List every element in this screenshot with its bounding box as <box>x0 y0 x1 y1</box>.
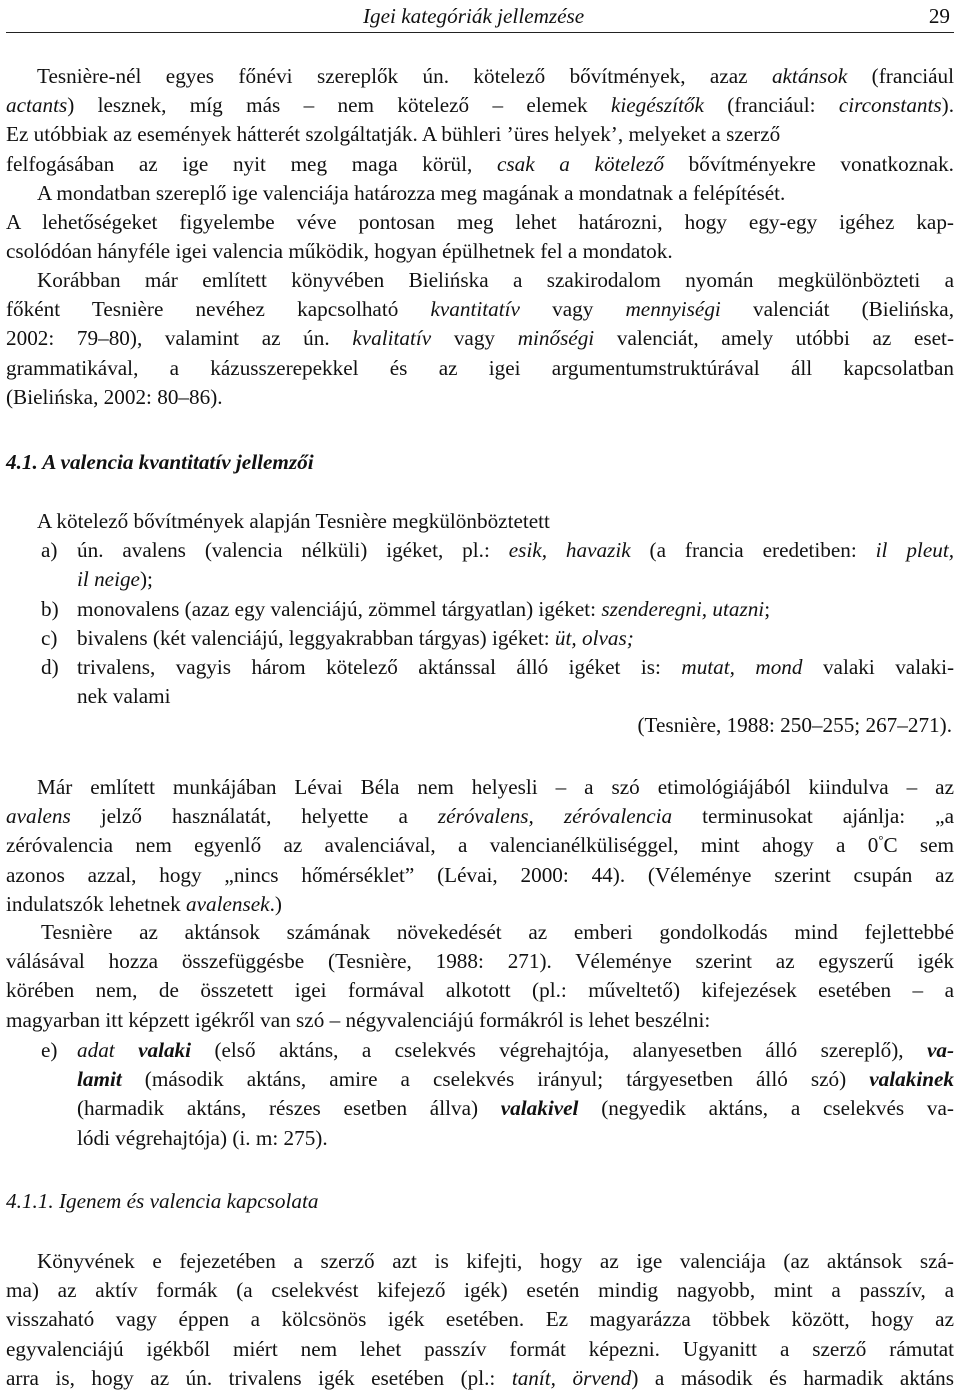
paragraph-bielinska <box>6 266 954 412</box>
list-intro: A kötelező bővítmények alapján Tesnière megkülönböztetett <box>37 509 550 533</box>
text-line: Könyvének e fejezetében a szerző azt is kifejti, hogy az ige valenciája (az aktánsok szá- <box>37 1249 954 1273</box>
text-line: azonos azzal, hogy „nincs hőmérséklet” (Lévai, 2000: 44). (Véleménye szerint csupán az <box>6 862 954 887</box>
subsection-heading: 4.1.1. Igenem és valencia kapcsolata <box>6 1189 319 1213</box>
page-number: 29 <box>928 4 950 28</box>
text-line: csolódóan hányféle igei valencia működik, hogyan épülhetnek fel a mondatok. <box>6 239 673 264</box>
text-line: Tesnière az aktánsok számának növekedését az emberi gondolkodás mind fejlettebbé <box>41 920 954 944</box>
text-line: körében nem, de összetett igei formával alkotott (pl.: műveltető) kifejezések esetében – a <box>6 978 954 1003</box>
list-item: c) bivalens (két valenciájú, leggyakrabban tárgyas) igéket: üt, olvas; <box>41 625 634 650</box>
paragraph-voice-valency <box>6 1247 954 1393</box>
paragraph-tesniere-growth <box>6 918 954 1035</box>
text-line: főként Tesnière nevéhez kapcsolható kvantitatív vagy mennyiségi valenciát (Bielińska, <box>6 297 955 322</box>
section-heading: 4.1. A valencia kvantitatív jellemzői <box>6 450 314 474</box>
text-line: visszaható vagy éppen a kölcsönös igék esetében. Ez magyarázza többek között, hogy az <box>6 1307 954 1332</box>
list-item: d) trivalens, vagyis három kötelező aktánssal álló igéket is: mutat, mond valaki valaki- nek valami <box>41 655 955 709</box>
text-line: A lehetőségeket figyelembe véve pontosan meg lehet határozni, hogy egy-egy igéhez kap- <box>6 210 954 235</box>
running-header <box>6 2 954 33</box>
text-line: ma) az aktív formák (a cselekvést kifejező igék) esetén mindig nagyobb, mint a passzív, a <box>6 1278 954 1303</box>
text-line: Tesnière-nél egyes főnévi szereplők ún. kötelező bővítmények, azaz aktánsok (franciául <box>37 64 955 88</box>
header-title: Igei kategóriák jellemzése <box>363 4 585 28</box>
text-line: felfogásában az ige nyit meg maga körül, csak a kötelező bővítményekre vonatkoznak. <box>6 151 954 176</box>
text-line: 2002: 79–80), valamint az ún. kvalitatív vagy minőségi valenciát, amely utóbbi az eset- <box>6 326 954 351</box>
text-line: Már említett munkájában Lévai Béla nem helyesli – a szó etimológiájából kiindulva – az <box>37 775 954 799</box>
text-line: arra is, hogy az ún. trivalens igék esetében (pl.: tanít, örvend) a második és harmadik aktáns <box>6 1365 955 1390</box>
tetravalent-list <box>6 1036 954 1153</box>
list-item: b) monovalens (azaz egy valenciájú, zömmel tárgyatlan) igéket: szenderegni, utazni; <box>41 596 771 621</box>
paragraph-tesniere-actants <box>6 62 954 266</box>
text-line: indulatszók lehetnek avalensek.) <box>6 891 282 916</box>
list-item: e) adat valaki (első aktáns, a cselekvés végrehajtója, alanyesetben álló szereplő), va- lamit (második aktáns, amire a cselekvés irányul; tárgyesetben álló szó) valakinek (harmadik aktáns, részes esetben állva) valakivel (negyedik aktáns, a cselekvés va- lódi végrehajtója) (i. m: 275). <box>41 1038 955 1150</box>
valency-list <box>6 507 954 741</box>
text-line: actants) lesznek, míg más – nem kötelező – elemek kiegészítők (franciául: circonstants). <box>6 93 954 118</box>
text-line: A mondatban szereplő ige valenciája határozza meg magának a mondatnak a felépítését. <box>37 180 786 205</box>
text-line: válásával hozza összefüggésbe (Tesnière, 1988: 271). Véleménye szerint az egyszerű igék <box>6 949 954 974</box>
paragraph-levai <box>6 773 954 919</box>
citation: (Tesnière, 1988: 250–255; 267–271). <box>637 713 952 738</box>
text-line: Korábban már említett könyvében Bielińska a szakirodalom nyomán megkülönbözteti a <box>37 268 954 292</box>
list-item: a) ún. avalens (valencia nélküli) igéket, pl.: esik, havazik (a francia eredetiben: il pleut, il neige); <box>41 538 955 592</box>
text-line: egyvalenciájú igékből miért nem lehet passzív formát képezni. Ugyanitt a szerző rámutat <box>6 1336 954 1361</box>
text-line: grammatikával, a kázusszerepekkel és az igei argumentumstruktúrával áll kapcsolatban <box>6 355 954 380</box>
text-line: Ez utóbbiak az események hátterét szolgáltatják. A bühleri ’üres helyek’, melyeket a szerző <box>6 122 781 147</box>
text-line: avalens jelző használatát, helyette a zéróvalens, zéróvalencia terminusokat ajánlja: „a <box>6 804 954 829</box>
text-line: (Bielińska, 2002: 80–86). <box>6 384 223 409</box>
text-line: magyarban itt képzett igékről van szó – négyvalenciájú formákról is lehet beszélni: <box>6 1007 711 1032</box>
text-line: zéróvalencia nem egyenlő az avalenciával, a valencianélküliséggel, mint ahogy a 0°C sem <box>6 833 954 858</box>
